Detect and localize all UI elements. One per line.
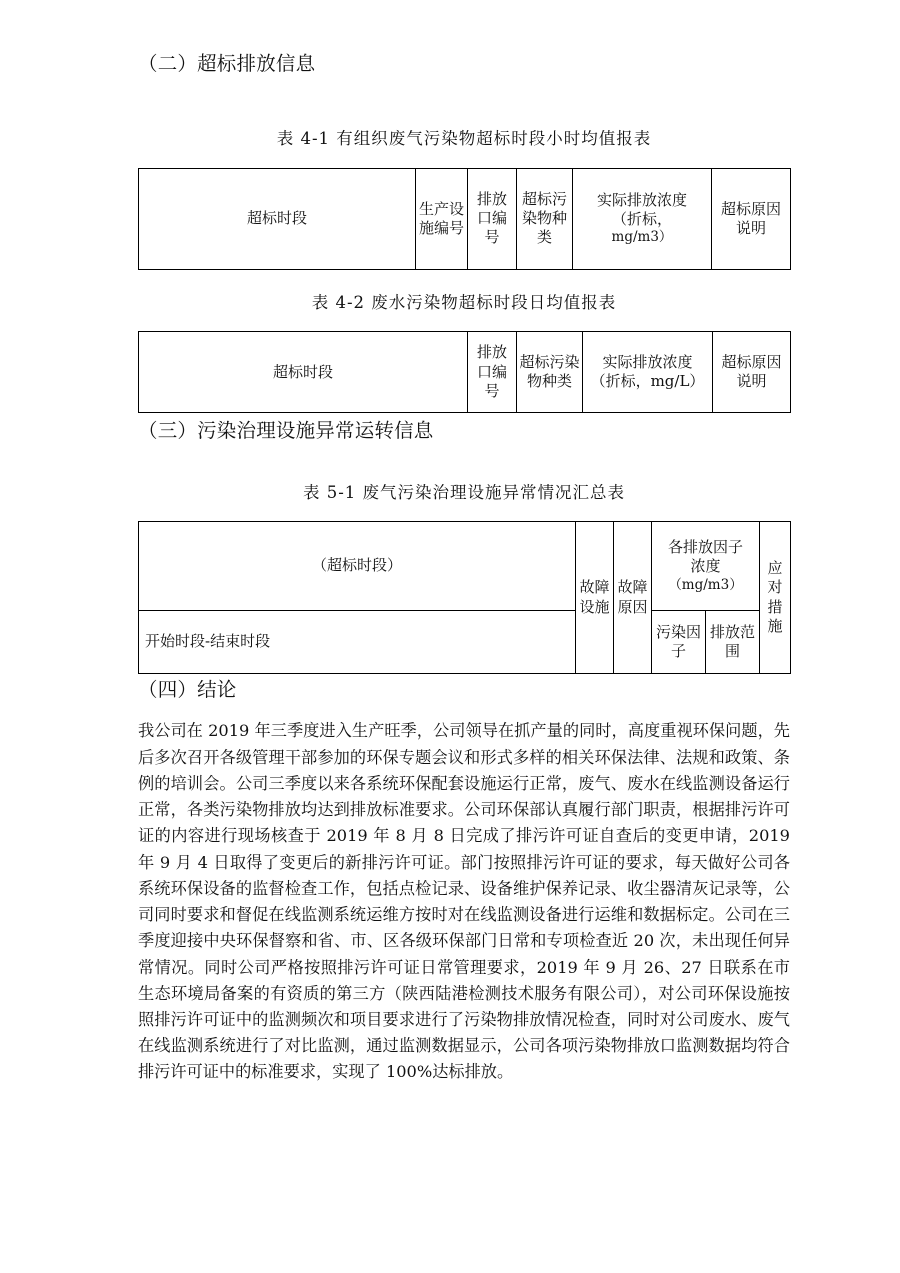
header-cell-period: （超标时段）: [139, 522, 576, 611]
actual-conc-line-3: mg/m3）: [611, 229, 673, 246]
table-4-1-organized-waste-gas: [138, 168, 791, 270]
header-cell-exceedance-reason: 超标原因说明: [712, 168, 791, 269]
caption-table-4-1: 表 4-1 有组织废气污染物超标时段小时均值报表: [276, 129, 652, 149]
header-cell-actual-concentration: [583, 332, 713, 413]
caption-table-4-2: 表 4-2 废水污染物超标时段日均值报表: [311, 292, 617, 312]
spacer-before-table-5-1: [138, 503, 790, 521]
document-content: [138, 0, 790, 1086]
spacer-after-table-4-1: [138, 270, 790, 292]
header-cell-outlet-no: 排放口编号: [468, 332, 517, 413]
spacer-before-table-4-1: [138, 150, 790, 168]
header-cell-actual-concentration: [573, 168, 712, 269]
header-cell-pollutant-factor: 污染因子: [652, 611, 706, 674]
table-row-header-sub: [139, 611, 791, 674]
section-heading-abnormal-operation: （三）污染治理设施异常运转信息: [138, 419, 434, 443]
data-cell-period-range: 开始时段-结束时段: [139, 611, 576, 674]
table-4-2-wastewater: [138, 331, 791, 413]
header-cell-period: 超标时段: [139, 332, 468, 413]
header-cell-emission-factor-concentration-group: [652, 522, 760, 611]
spacer-before-conclusion: [138, 702, 790, 718]
spacer-before-caption-5-1: [138, 466, 790, 482]
actual-conc-line-1: 实际排放浓度: [602, 353, 693, 372]
header-cell-pollutant-type: 超标污染物种类: [517, 332, 583, 413]
spacer-top: [138, 0, 790, 52]
actual-conc-line-2: （折标，: [611, 210, 672, 229]
header-cell-pollutant-type: 超标污染物种类: [517, 168, 573, 269]
header-cell-fault-reason: 故障原因: [614, 522, 652, 674]
section-heading-emission-exceedance: （二）超标排放信息: [138, 52, 316, 75]
emission-factor-line-3: （mg/m3）: [668, 576, 743, 593]
header-cell-fault-facility: 故障设施: [576, 522, 614, 674]
spacer-after-heading-3: [138, 444, 790, 466]
spacer-before-table-4-2: [138, 313, 790, 331]
header-cell-facility-no: 生产设施编号: [416, 168, 468, 269]
caption-table-5-1: 表 5-1 废气污染治理设施异常情况汇总表: [302, 482, 626, 502]
actual-conc-line-1: 实际排放浓度: [596, 190, 687, 209]
header-cell-emission-range: 排放范围: [706, 611, 760, 674]
table-row-header-top: [139, 522, 791, 611]
table-row-header: [139, 332, 791, 413]
conclusion-paragraph: 我公司在 2019 年三季度进入生产旺季，公司领导在抓产量的同时，高度重视环保问题，先后多次召开各级管理干部参加的环保专题会议和形式多样的相关环保法律、法规和政策、条例的培训会。公司三季度以来各系统环保配套设施运行正常，废气、废水在线监测设备运行正常，各类污染物排放均达到排放标准要求。公司环保部认真履行部门职责，根据排污许可证的内容进行现场核查于 2019 年 8 月 8 日完成了排污许可证自查后的变更申请，2019 年 9 月 4 日取得了变更后的新排污许可证。部门按照排污许可证的要求，每天做好公司各系统环保设备的监督检查工作，包括点检记录、设备维护保养记录、收尘器清灰记录等，公司同时要求和督促在线监测系统运维方按时对在线监测设备进行运维和数据标定。公司在三季度迎接中央环保督察和省、市、区各级环保部门日常和专项检查近 20 次，未出现任何异常情况。同时公司严格按照排污许可证日常管理要求，2019 年 9 月 26、27 日联系在市生态环境局备案的有资质的第三方（陕西陆港检测技术服务有限公司），对公司环保设施按照排污许可证中的监测频次和项目要求进行了污染物排放情况检查，同时对公司废水、废气在线监测系统进行了对比监测，通过监测数据显示，公司各项污染物排放口监测数据均符合排污许可证中的标准要求，实现了 100%达标排放。: [138, 721, 790, 1082]
actual-conc-line-2: （折标，mg/L）: [590, 372, 705, 391]
spacer-after-heading-2: [138, 76, 790, 98]
header-cell-countermeasure: 应对措施: [760, 522, 791, 674]
table-5-1-waste-gas-abnormal-summary: [138, 521, 791, 674]
emission-factor-line-2: 浓度: [690, 557, 721, 576]
spacer-before-caption-4-1: [138, 98, 790, 128]
table-row-header: [139, 168, 791, 269]
section-heading-conclusion: （四）结论: [138, 678, 237, 702]
emission-factor-line-1: 各排放因子: [668, 538, 744, 557]
header-cell-outlet-no: 排放口编号: [468, 168, 517, 269]
header-cell-period: 超标时段: [139, 168, 416, 269]
header-cell-exceedance-reason: 超标原因说明: [713, 332, 791, 413]
